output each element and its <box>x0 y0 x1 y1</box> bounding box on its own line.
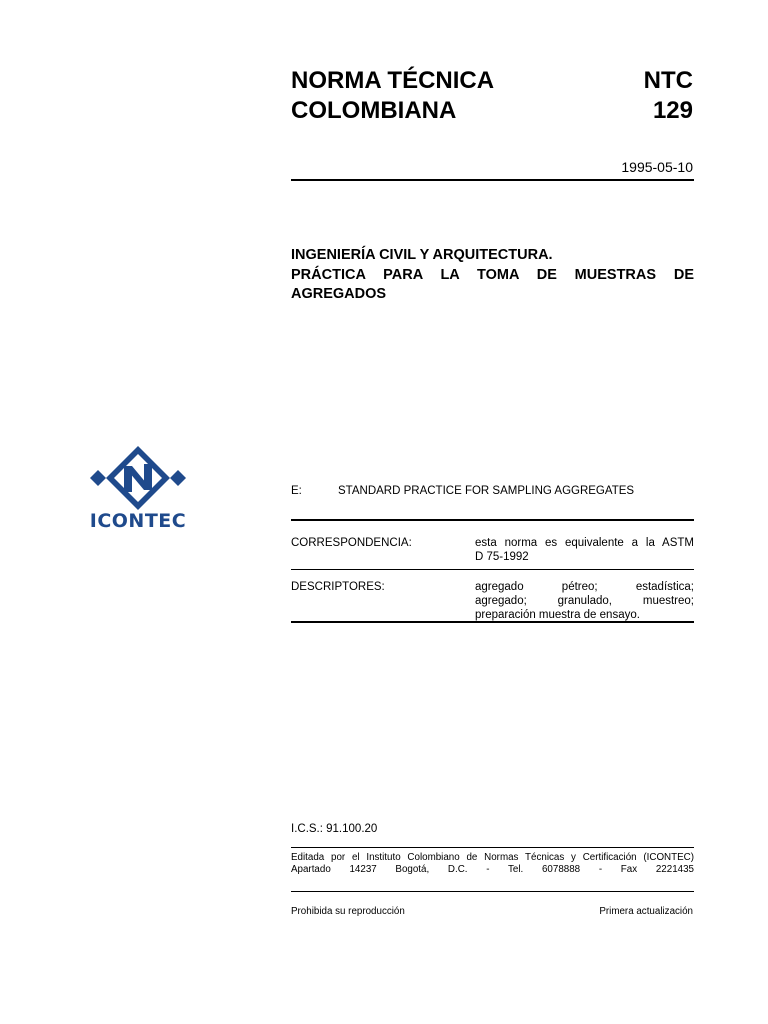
correspondencia-value <box>475 536 694 564</box>
divider-top <box>291 179 694 181</box>
descriptores-line-1: agregado pétreo; estadística; <box>475 581 694 593</box>
divider-correspondencia <box>291 569 694 570</box>
footer-reproduction-notice: Prohibida su reproducción <box>291 906 405 917</box>
descriptores-value <box>475 580 694 622</box>
subject-line-3: AGREGADOS <box>291 286 387 302</box>
subject-line-2: PRÁCTICA PARA LA TOMA DE MUESTRAS DE <box>291 266 694 283</box>
subject-line-1: INGENIERÍA CIVIL Y ARQUITECTURA. <box>291 247 553 263</box>
publisher-line-1: Editada por el Instituto Colombiano de Normas Técnicas y Certificación (ICONTEC) <box>291 852 694 863</box>
english-title-text: STANDARD PRACTICE FOR SAMPLING AGGREGATES <box>338 485 635 497</box>
standard-code <box>644 66 693 126</box>
publication-date: 1995-05-10 <box>621 159 693 175</box>
divider-descriptores <box>291 621 694 623</box>
footer-edition: Primera actualización <box>599 906 693 917</box>
correspondencia-label: CORRESPONDENCIA: <box>291 537 412 549</box>
correspondencia-line-2: D 75-1992 <box>475 551 529 563</box>
ics-code: I.C.S.: 91.100.20 <box>291 823 378 835</box>
title-line-1: NORMA TÉCNICA <box>291 67 495 94</box>
logo-wordmark: ICONTEC <box>89 510 187 532</box>
english-title <box>291 484 694 498</box>
code-prefix: NTC <box>643 67 693 94</box>
document-title <box>291 66 494 126</box>
publisher-info <box>291 852 694 876</box>
code-number: 129 <box>652 97 693 124</box>
descriptores-label: DESCRIPTORES: <box>291 581 385 593</box>
publisher-line-2: Apartado 14237 Bogotá, D.C. - Tel. 6078888 - Fax 2221435 <box>291 864 694 875</box>
english-title-prefix: E: <box>291 485 302 497</box>
icontec-emblem-icon <box>80 440 196 510</box>
divider-ics <box>291 847 694 848</box>
divider-footer <box>291 891 694 892</box>
correspondencia-line-1: esta norma es equivalente a la ASTM <box>475 537 694 549</box>
divider-english <box>291 519 694 521</box>
icontec-logo <box>80 440 196 536</box>
title-line-2: COLOMBIANA <box>291 97 457 124</box>
descriptores-line-2: agregado; granulado, muestreo; <box>475 595 694 607</box>
document-subject <box>291 246 694 305</box>
descriptores-line-3: preparación muestra de ensayo. <box>475 609 640 621</box>
